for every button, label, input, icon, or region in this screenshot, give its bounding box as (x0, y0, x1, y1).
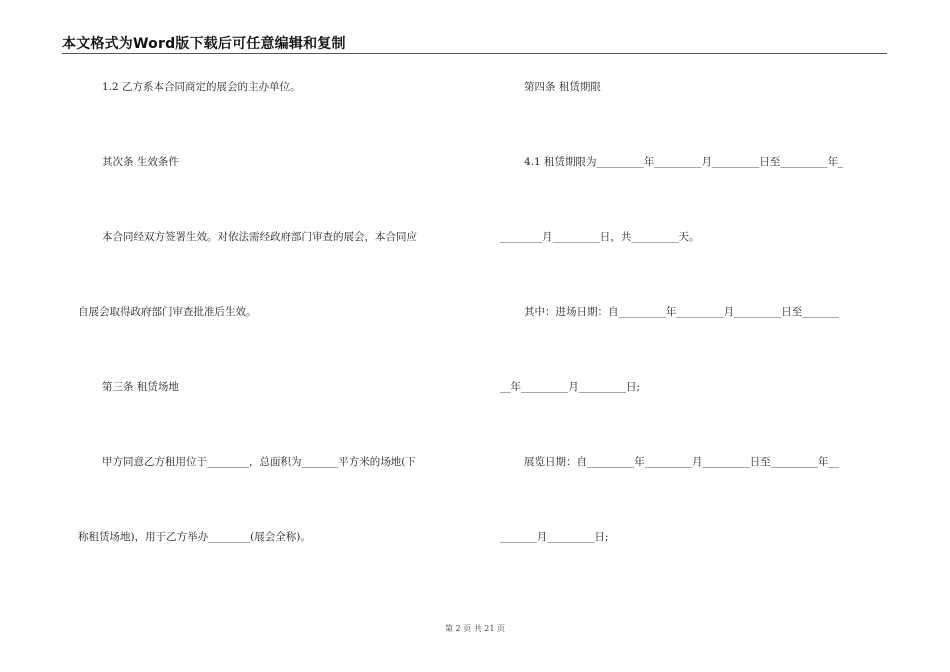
right-line-exhibition-date-cont: _______月_________日; (500, 531, 609, 543)
page-number: 第 2 页 共 21 页 (445, 624, 505, 633)
header-divider (62, 53, 887, 54)
right-line-exhibition-date: 展览日期：自_________年_________月_________日至_________年__ (524, 456, 839, 468)
left-line-effect-text: 本合同经双方签署生效。对依法需经政府部门审查的展会，本合同应 (102, 231, 417, 243)
left-line-venue-text-cont: 称租赁场地)，用于乙方举办________(展会全称)。 (78, 531, 311, 543)
left-line-article-2-heading: 其次条 生效条件 (102, 156, 179, 168)
right-line-move-in-date: 其中：进场日期：自_________年_________月_________日至_______ (524, 306, 839, 318)
left-line-effect-text-cont: 自展会取得政府部门审查批准后生效。 (78, 306, 257, 318)
right-line-article-4-heading: 第四条 租赁期限 (524, 81, 601, 93)
right-line-lease-term-cont: ________月_________日，共_________天。 (500, 231, 700, 243)
left-line-article-3-heading: 第三条 租赁场地 (102, 381, 179, 393)
left-line-venue-text: 甲方同意乙方租用位于________，总面积为_______平方米的场地(下 (102, 456, 416, 468)
left-line-clause-1-2: 1.2 乙方系本合同商定的展会的主办单位。 (102, 81, 301, 93)
header-title: 本文格式为Word版下载后可任意编辑和复制 (62, 36, 346, 52)
right-line-lease-term: 4.1 租赁期限为_________年_________月_________日至_________年_ (524, 156, 844, 168)
right-line-move-in-date-cont: __年_________月_________日; (500, 381, 641, 393)
